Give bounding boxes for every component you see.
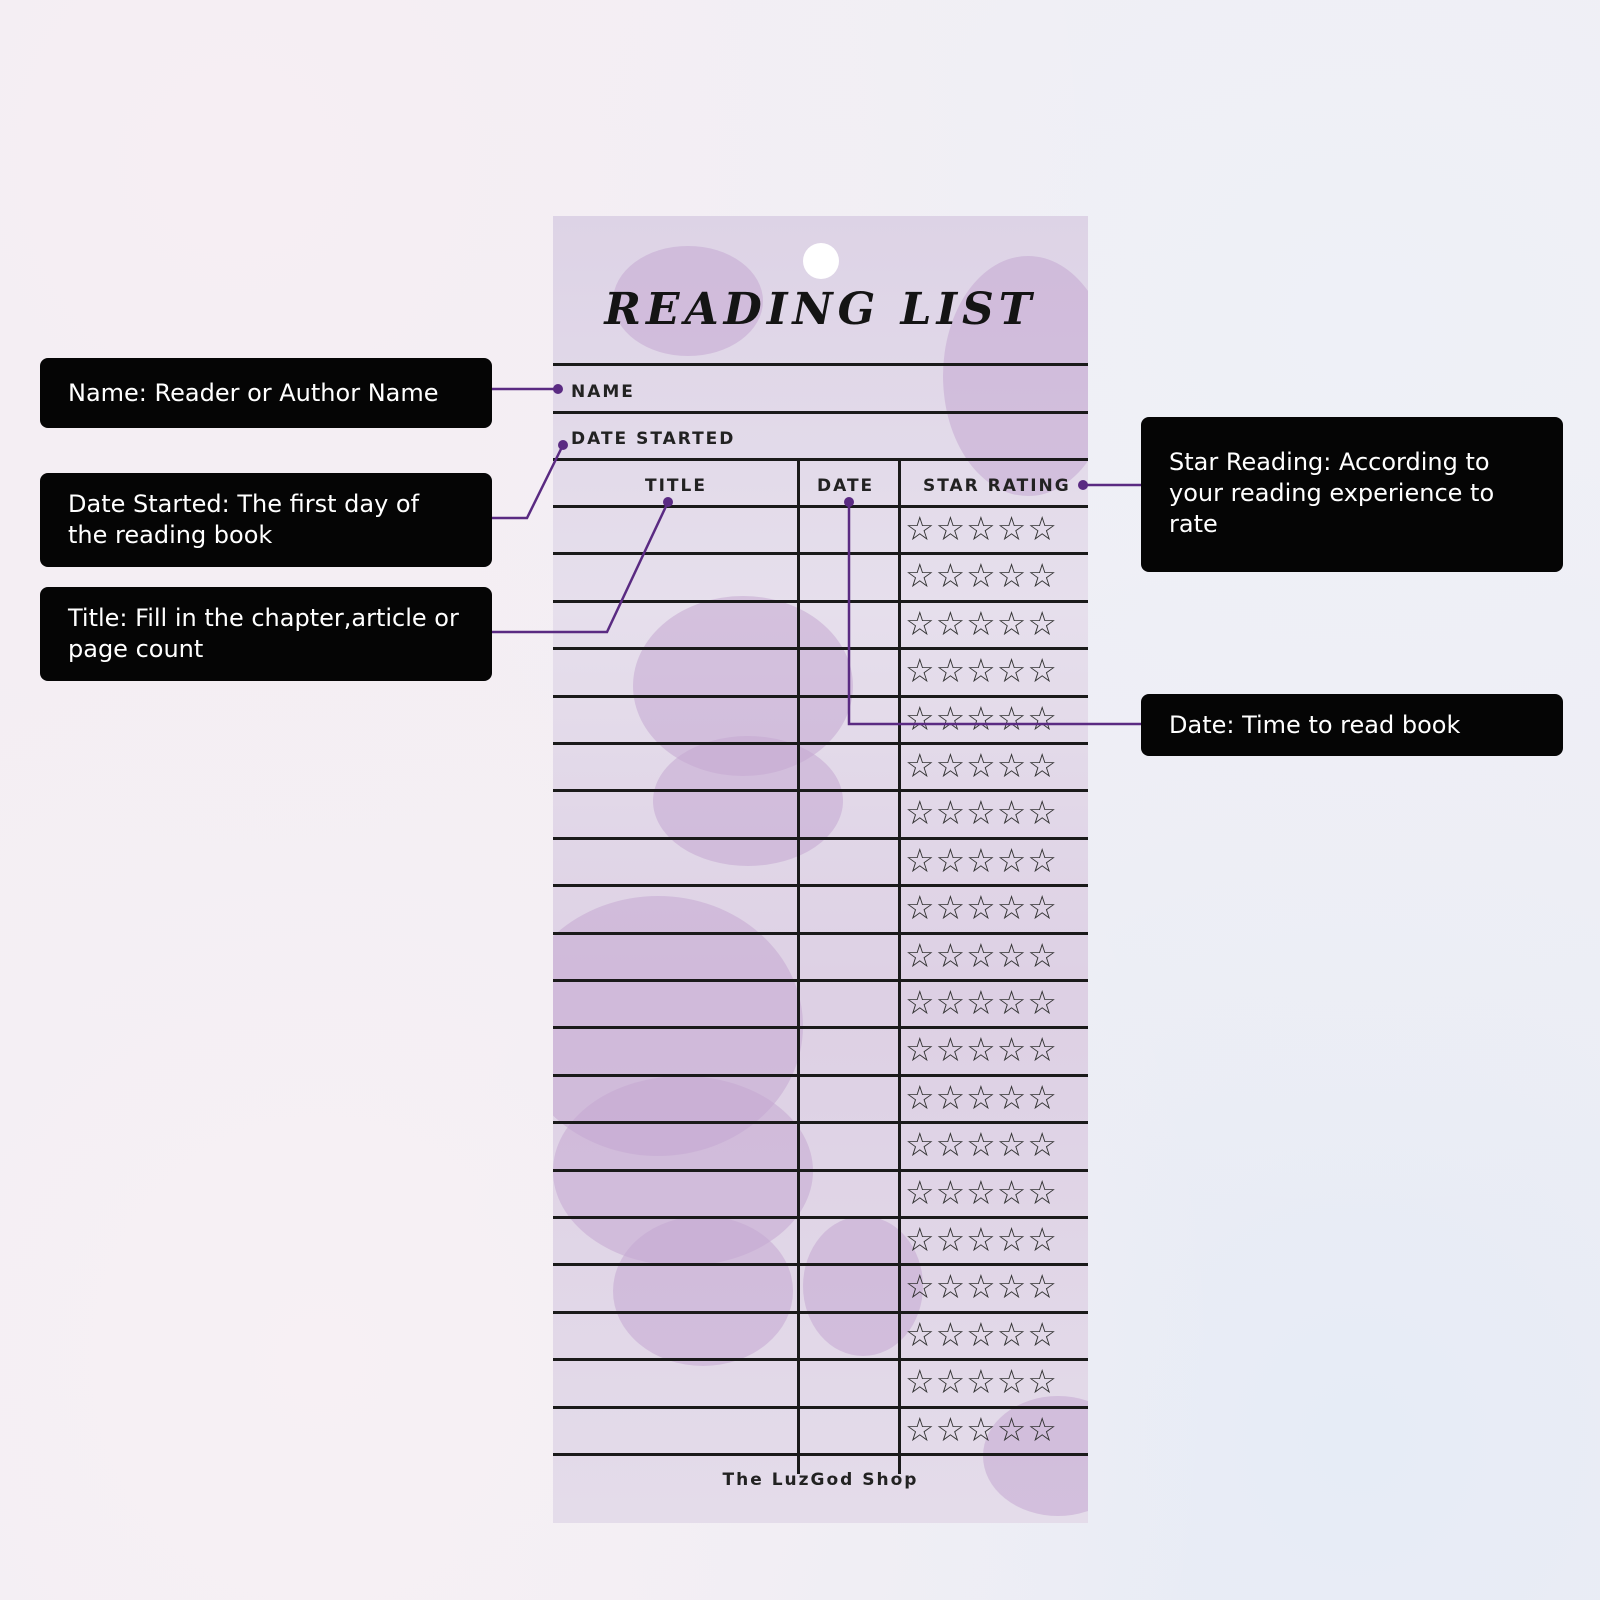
star-rating-row[interactable]: ☆☆☆☆☆ xyxy=(905,841,1058,880)
star-rating-row[interactable]: ☆☆☆☆☆ xyxy=(905,936,1058,975)
leader-title xyxy=(492,502,668,632)
star-rating-row[interactable]: ☆☆☆☆☆ xyxy=(905,1125,1058,1164)
star-rating-row[interactable]: ☆☆☆☆☆ xyxy=(905,556,1058,595)
star-rating-row[interactable]: ☆☆☆☆☆ xyxy=(905,983,1058,1022)
star-rating-row[interactable]: ☆☆☆☆☆ xyxy=(905,509,1058,548)
callout-star-rating-text: Star Reading: According to your reading experience to rate xyxy=(1169,448,1495,538)
date-started-label: DATE STARTED xyxy=(571,429,736,449)
star-rating-row[interactable]: ☆☆☆☆☆ xyxy=(905,1362,1058,1401)
star-rating-row[interactable]: ☆☆☆☆☆ xyxy=(905,1315,1058,1354)
column-header-star-rating: STAR RATING xyxy=(923,476,1071,496)
leader-dot xyxy=(663,497,673,507)
star-rating-row[interactable]: ☆☆☆☆☆ xyxy=(905,1030,1058,1069)
shop-name: The LuzGod Shop xyxy=(722,1470,919,1490)
callout-name-text: Name: Reader or Author Name xyxy=(68,378,439,407)
star-rating-row[interactable]: ☆☆☆☆☆ xyxy=(905,1173,1058,1212)
column-header-title: TITLE xyxy=(645,476,707,496)
leader-dot xyxy=(553,384,563,394)
star-rating-row[interactable]: ☆☆☆☆☆ xyxy=(905,746,1058,785)
leader-date xyxy=(849,502,1141,724)
callout-title-text: Title: Fill in the chapter,article or page count xyxy=(68,604,459,663)
star-rating-row[interactable]: ☆☆☆☆☆ xyxy=(905,651,1058,690)
callout-date-text: Date: Time to read book xyxy=(1169,710,1461,739)
star-rating-row[interactable]: ☆☆☆☆☆ xyxy=(905,1078,1058,1117)
bookmark-title: READING LIST xyxy=(604,284,1037,335)
leader-date-started xyxy=(492,445,563,518)
leader-dot xyxy=(844,497,854,507)
star-rating-row[interactable]: ☆☆☆☆☆ xyxy=(905,888,1058,927)
leader-dot xyxy=(558,440,568,450)
star-rating-row[interactable]: ☆☆☆☆☆ xyxy=(905,604,1058,643)
name-label: NAME xyxy=(571,382,635,402)
star-rating-row[interactable]: ☆☆☆☆☆ xyxy=(905,793,1058,832)
leader-dot xyxy=(1078,480,1088,490)
star-rating-row[interactable]: ☆☆☆☆☆ xyxy=(905,1410,1058,1449)
star-rating-row[interactable]: ☆☆☆☆☆ xyxy=(905,699,1058,738)
column-header-date: DATE xyxy=(817,476,875,496)
callout-date-started-text: Date Started: The first day of the reading book xyxy=(68,490,420,549)
star-rating-row[interactable]: ☆☆☆☆☆ xyxy=(905,1220,1058,1259)
star-rating-row[interactable]: ☆☆☆☆☆ xyxy=(905,1267,1058,1306)
